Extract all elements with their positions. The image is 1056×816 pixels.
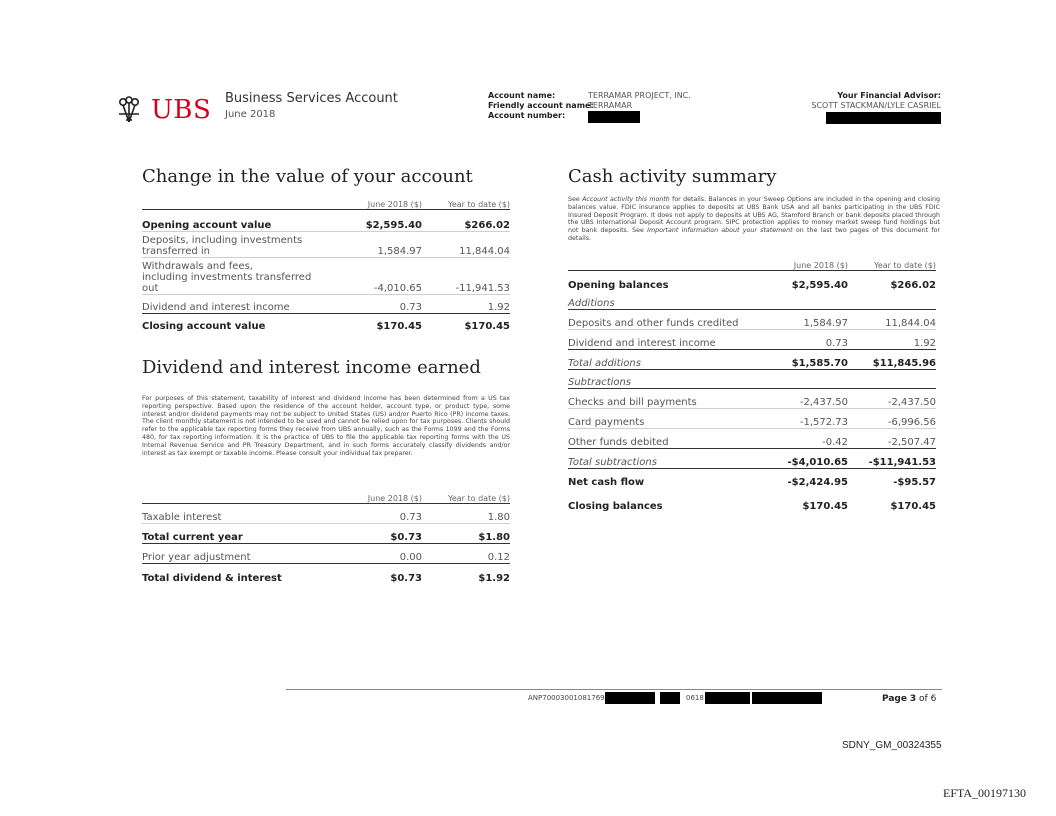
advisor-name: SCOTT STACKMAN/LYLE CASRIEL: [811, 101, 941, 110]
table-row: Closing balances $170.45 $170.45: [568, 501, 936, 512]
ubs-logo: [113, 94, 211, 126]
table-header: [568, 252, 936, 271]
table-header: [142, 485, 510, 504]
account-number-label: Account number:: [488, 111, 566, 120]
table-row: Dividend and interest income 0.73 1.92: [568, 329, 936, 349]
account-type: Business Services Account: [225, 91, 398, 106]
table-row: Dividend and interest income 0.73 1.92: [142, 295, 510, 314]
footer-redaction-4: [752, 692, 822, 704]
dividend-note: For purposes of this statement, taxability of interest and dividend income has been determined from a US tax reporting perspective. Based upon the residence of the account holder, account type, or product type, some interest and/or dividend payments may not be subject to United States (US) and/or Puerto Rico (PR) income taxes. The client monthly statement is not intended to be used and cannot be relied upon for tax purposes. Clients should refer to the applicable tax reporting forms they receive from UBS annually, such as the Forms 1099 and the Forms 480, for tax reporting information. It is the practice of UBS to file the applicable tax reporting forms with the US Internal Revenue Service and PR Treasury Department, and in such forms accurately classify dividends and/or interest as tax exempt or taxable income. Please consult your individual tax preparer.: [142, 395, 510, 457]
dividend-title: Dividend and interest income earned: [142, 357, 481, 378]
advisor-label: Your Financial Advisor:: [837, 91, 941, 100]
table-row: Other funds debited -0.42 -2,507.47: [568, 428, 936, 448]
column-header-ytd: Year to date ($): [422, 191, 510, 210]
table-row: Total additions $1,585.70 $11,845.96: [568, 349, 936, 369]
table-row: Taxable interest 0.73 1.80: [142, 504, 510, 524]
change-in-value-table: [142, 191, 510, 332]
table-row: Total dividend & interest $0.73 $1.92: [142, 572, 510, 584]
footer-redaction-2: [660, 692, 680, 704]
cash-activity-note: See Account activity this month for details. Balances in your Sweep Options are included in the opening and closing balances value. FDIC insurance applies to deposits at UBS Bank USA and all banks participating in the UBS FDIC Insured Deposit Program. It does not apply to deposits at UBS AG, Stamford Branch or bank deposits placed through the UBS International Deposit Account program. SIPC protection applies to money market sweep fund holdings but not bank deposits. See Important information about your statement on the last two pages of this document for details.: [568, 196, 941, 242]
efta-number: EFTA_00197130: [943, 786, 1027, 800]
table-row: Deposits, including investments transferred in 1,584.97 11,844.04: [142, 232, 510, 258]
footer-redaction-1: [605, 692, 655, 704]
account-name-value: TERRAMAR PROJECT, INC.: [588, 91, 691, 100]
column-header-month: June 2018 ($): [748, 252, 848, 271]
table-row: Card payments -1,572.73 -6,996.56: [568, 408, 936, 428]
table-row: Additions: [568, 291, 936, 310]
column-header-ytd: Year to date ($): [422, 485, 510, 504]
table-header: [142, 191, 510, 210]
table-row: Subtractions: [568, 369, 936, 388]
logo-text: UBS: [151, 95, 212, 125]
table-row: Closing account value $170.45 $170.45: [142, 321, 510, 332]
cash-activity-table: [568, 252, 936, 512]
cash-activity-title: Cash activity summary: [568, 166, 777, 187]
table-row: Opening account value $2,595.40 $266.02: [142, 210, 510, 232]
table-row: Deposits and other funds credited 1,584.97 11,844.04: [568, 309, 936, 329]
table-row: Net cash flow -$2,424.95 -$95.57: [568, 477, 936, 488]
column-header-ytd: Year to date ($): [848, 252, 936, 271]
account-number-redaction: [588, 111, 640, 123]
account-info-values: [588, 91, 691, 111]
friendly-name-value: TERRAMAR: [588, 101, 633, 110]
footer-redaction-3: [705, 692, 750, 704]
footer-code-2: 0618: [686, 694, 704, 702]
dividend-table: [142, 485, 510, 584]
account-name-label: Account name:: [488, 91, 556, 100]
account-info-labels: [488, 91, 594, 121]
table-row: Total current year $0.73 $1.80: [142, 524, 510, 544]
page-indicator: Page 3 of 6: [882, 694, 937, 704]
table-row: Prior year adjustment 0.00 0.12: [142, 544, 510, 564]
friendly-name-label: Friendly account name:: [488, 101, 594, 110]
ubs-keys-icon: [113, 94, 145, 126]
column-header-month: June 2018 ($): [322, 191, 422, 210]
footer-divider: [286, 689, 942, 690]
change-in-value-title: Change in the value of your account: [142, 166, 473, 187]
footer-code: ANP70003001081769: [528, 694, 605, 702]
table-row: Opening balances $2,595.40 $266.02: [568, 279, 936, 291]
statement-period: June 2018: [225, 109, 276, 120]
table-row: Total subtractions -$4,010.65 -$11,941.53: [568, 448, 936, 468]
advisor-redaction: [826, 112, 941, 124]
table-row: Withdrawals and fees, including investments transferred out -4,010.65 -11,941.53: [142, 258, 510, 295]
column-header-month: June 2018 ($): [322, 485, 422, 504]
bates-number: SDNY_GM_00324355: [842, 740, 942, 751]
table-row: Checks and bill payments -2,437.50 -2,437.50: [568, 388, 936, 408]
